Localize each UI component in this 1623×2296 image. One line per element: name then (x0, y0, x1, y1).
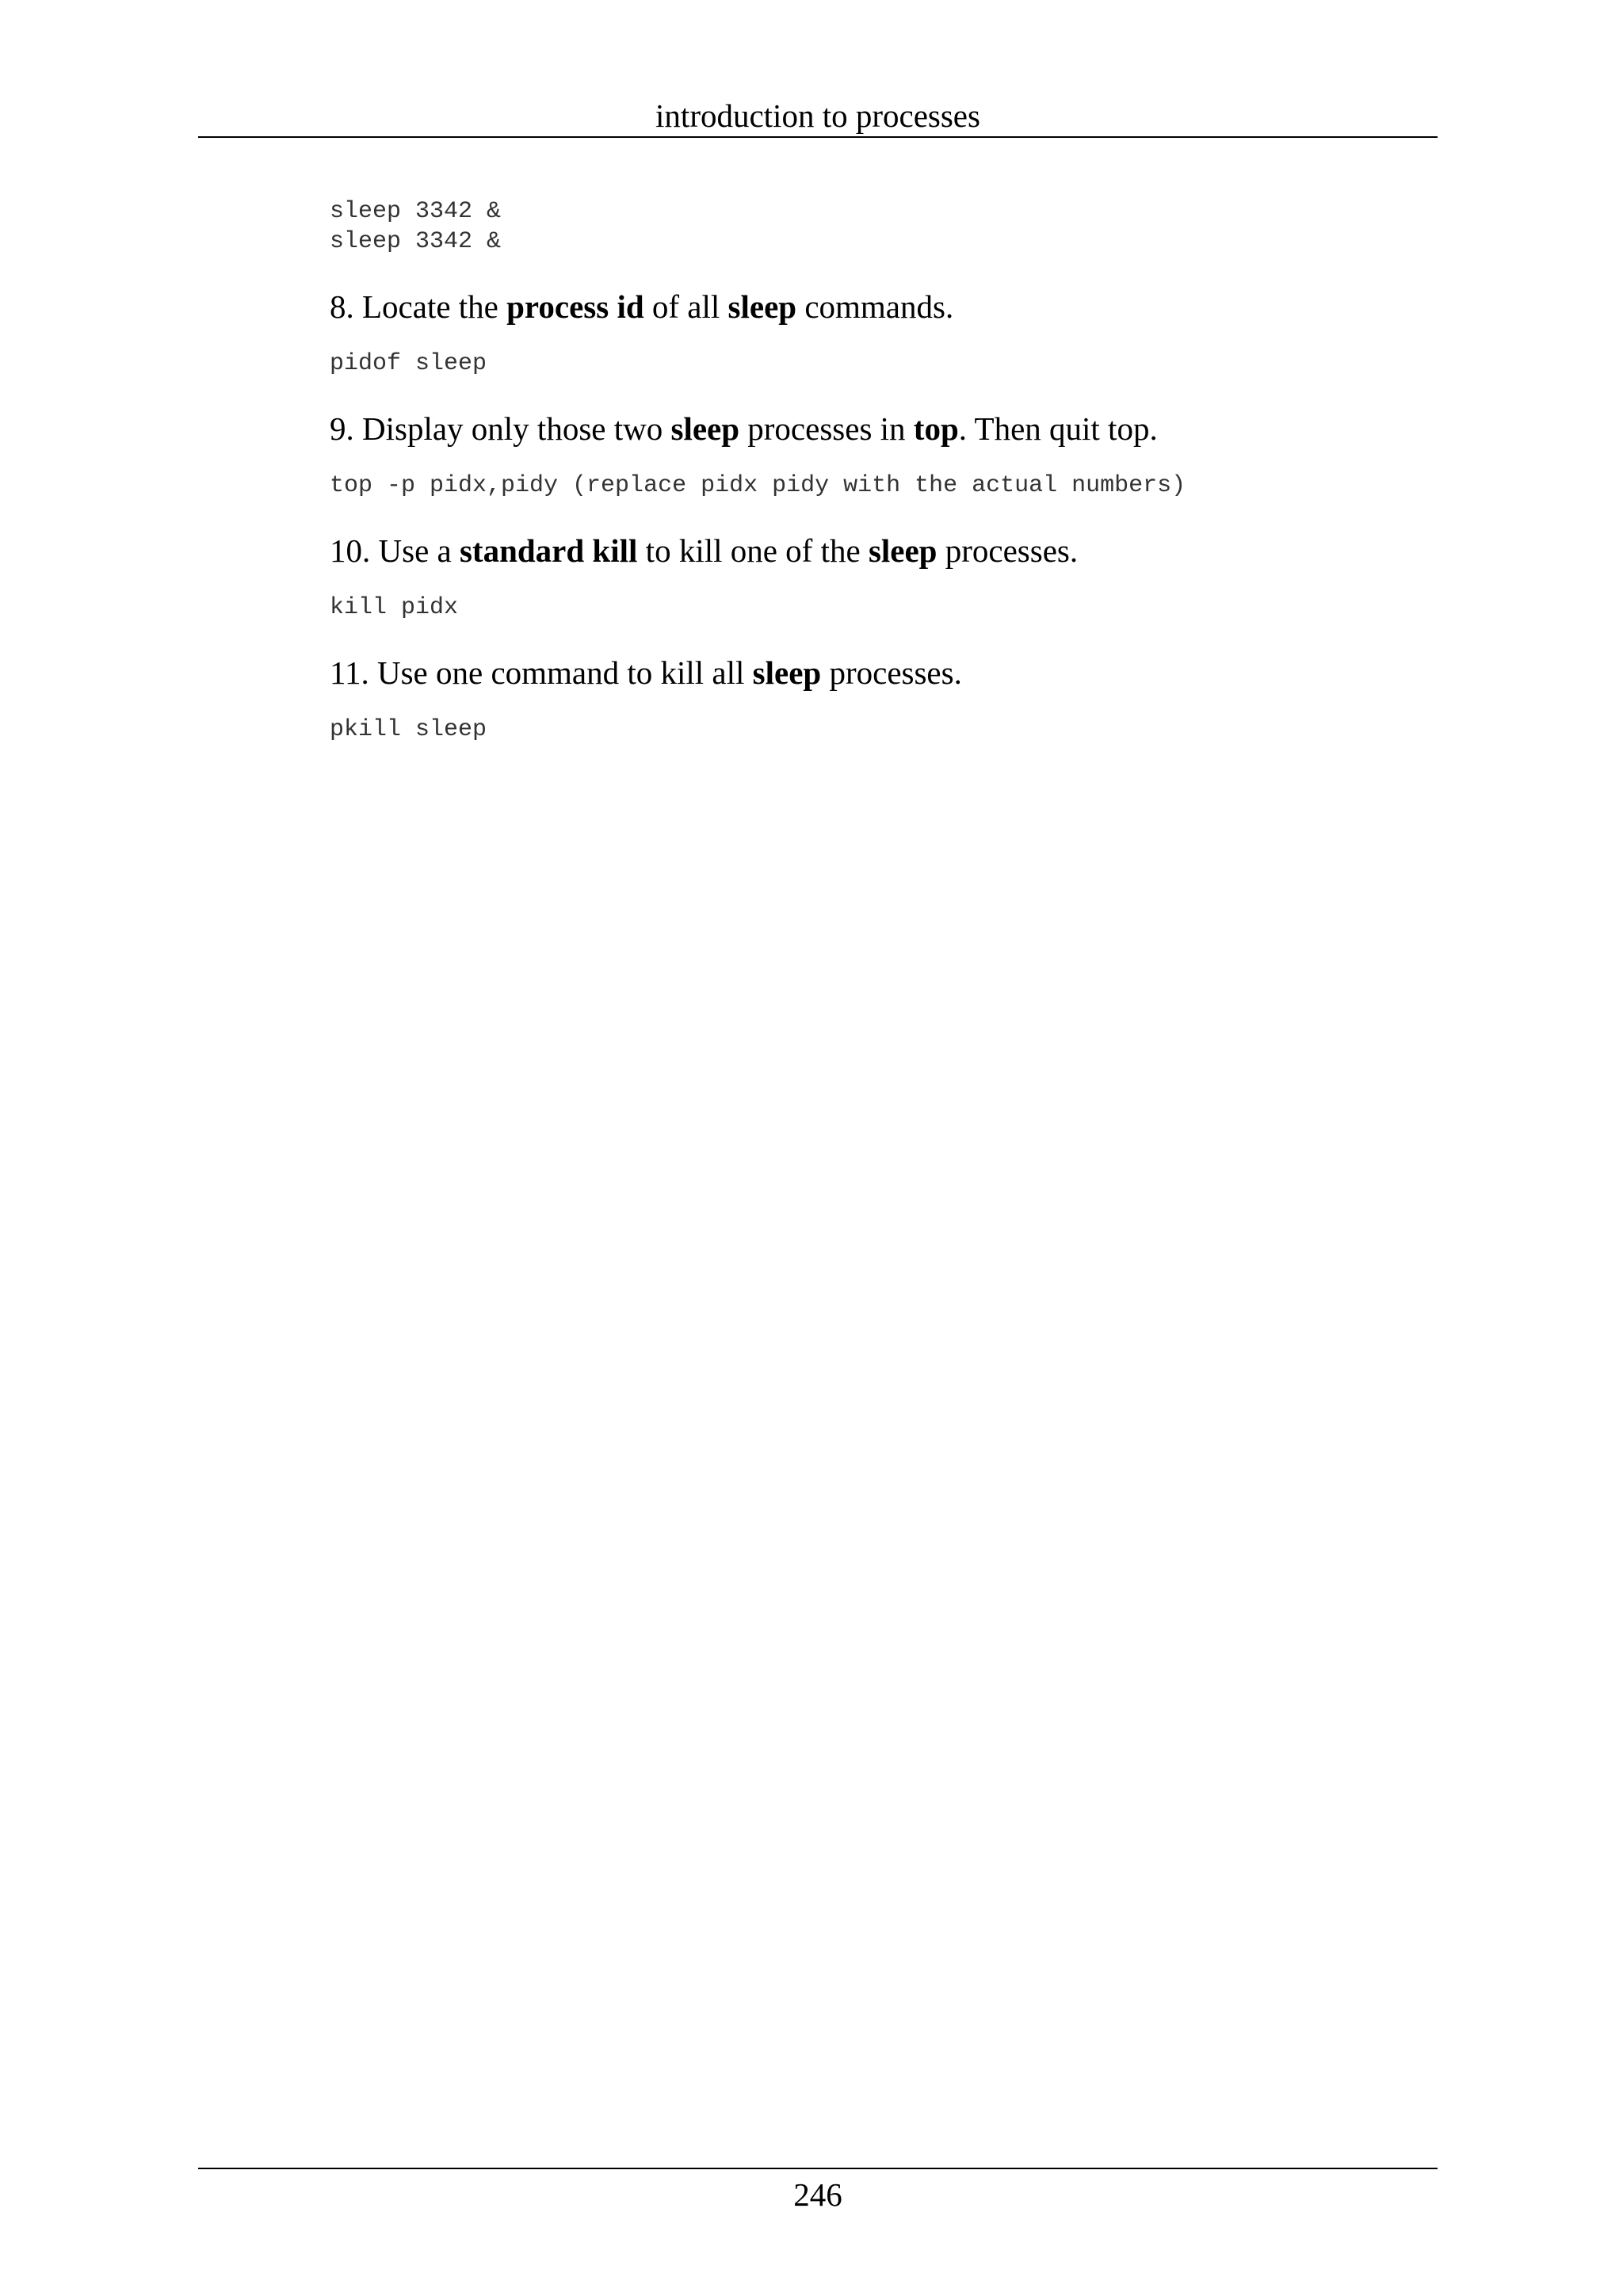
question-number: 9. (330, 410, 354, 447)
question-number: 8. (330, 288, 354, 325)
page-header: introduction to processes (198, 93, 1438, 138)
question-number: 10. (330, 532, 371, 569)
question-11: 11. Use one command to kill all sleep processes. (330, 654, 962, 691)
answer-10-code: kill pidx (330, 594, 459, 621)
question-8: 8. Locate the process id of all sleep commands. (330, 288, 954, 325)
page-number: 246 (198, 2168, 1438, 2212)
answer-8-code: pidof sleep (330, 350, 487, 377)
exercise-content (330, 196, 1438, 745)
code-line: sleep 3342 & (330, 228, 502, 255)
answer-11-code: pkill sleep (330, 716, 487, 743)
question-10: 10. Use a standard kill to kill one of the sleep processes. (330, 532, 1079, 569)
question-number: 11. (330, 654, 369, 691)
question-9: 9. Display only those two sleep processes in top. Then quit top. (330, 410, 1158, 447)
code-line: sleep 3342 & (330, 198, 502, 225)
answer-9-code: top -p pidx,pidy (replace pidx pidy with the actual numbers) (330, 472, 1186, 499)
